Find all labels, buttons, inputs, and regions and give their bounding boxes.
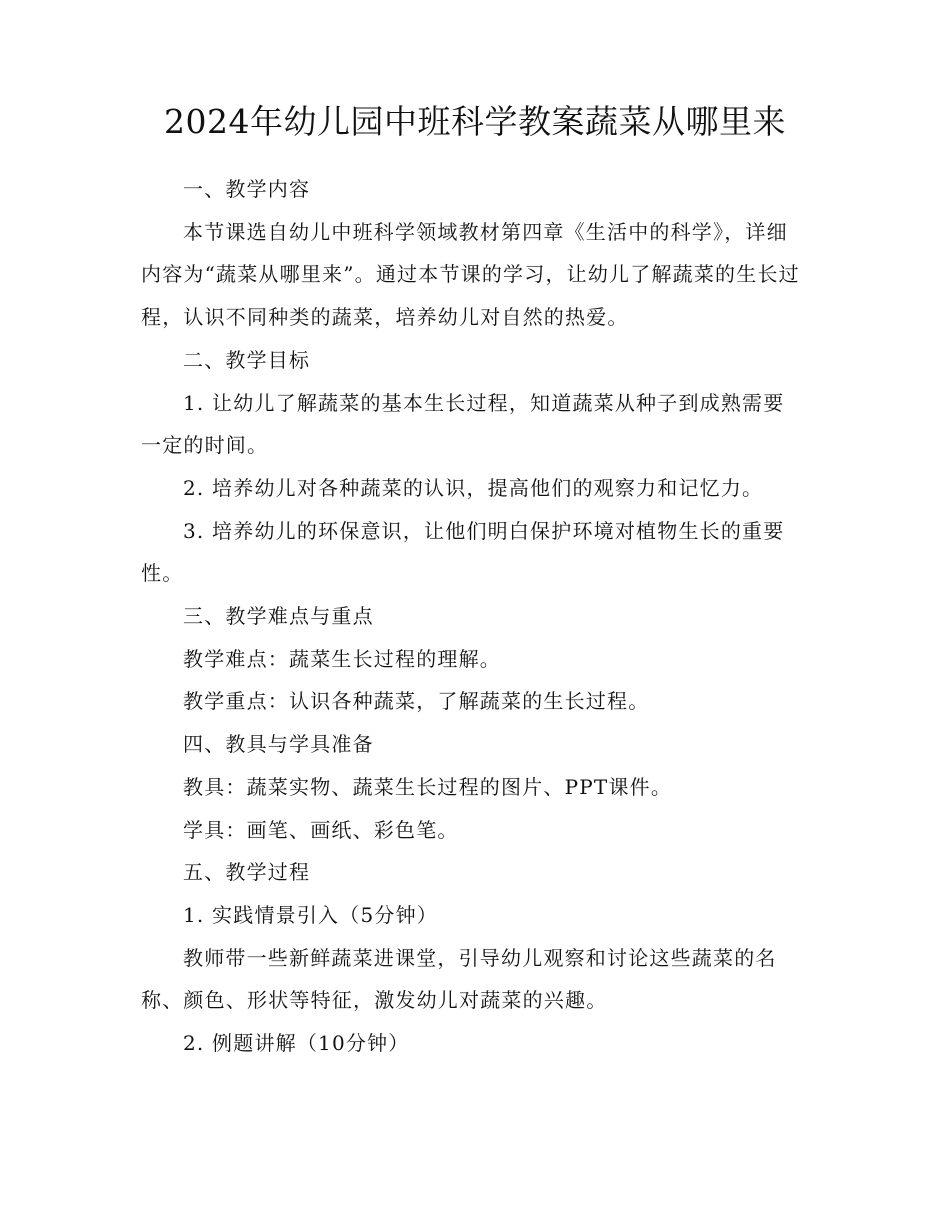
learning-materials-item: 学具：画笔、画纸、彩色笔。: [183, 817, 459, 842]
paragraph-content-description: 本节课选自幼儿中班科学领域教材第四章《生活中的科学》，详细内容为“蔬菜从哪里来”。通过本节课的学习，让幼儿了解蔬菜的生长过程，认识不同种类的蔬菜，培养幼儿对自然的热爱。: [141, 219, 800, 330]
process-step-1-heading: 1. 实践情景引入（5分钟）: [183, 902, 438, 927]
teaching-materials-item: 教具：蔬菜实物、蔬菜生长过程的图片、PPT课件。: [183, 774, 673, 799]
process-step-2-heading: 2. 例题讲解（10分钟）: [183, 1031, 410, 1056]
document-body: [141, 168, 805, 1065]
objective-item-1: 1. 让幼儿了解蔬菜的基本生长过程，知道蔬菜从种子到成熟需要一定的时间。: [141, 390, 785, 458]
objective-item-2: 2. 培养幼儿对各种蔬菜的认识，提高他们的观察力和记忆力。: [183, 475, 764, 500]
difficulty-item: 教学难点：蔬菜生长过程的理解。: [183, 646, 501, 671]
section-heading-process: 五、教学过程: [183, 860, 311, 885]
objective-item-3: 3. 培养幼儿的环保意识，让他们明白保护环境对植物生长的重要性。: [141, 518, 785, 586]
section-heading-content: 一、教学内容: [183, 177, 311, 201]
process-step-1-description: 教师带一些新鲜蔬菜进课堂，引导幼儿观察和讨论这些蔬菜的名称、颜色、形状等特征，激发幼儿对蔬菜的兴趣。: [141, 945, 777, 1013]
section-heading-materials: 四、教具与学具准备: [183, 732, 374, 757]
document-title: 2024年幼儿园中班科学教案蔬菜从哪里来: [164, 102, 786, 141]
key-point-item: 教学重点：认识各种蔬菜，了解蔬菜的生长过程。: [183, 689, 650, 714]
section-heading-difficulties: 三、教学难点与重点: [183, 604, 374, 629]
section-heading-objectives: 二、教学目标: [183, 347, 311, 372]
